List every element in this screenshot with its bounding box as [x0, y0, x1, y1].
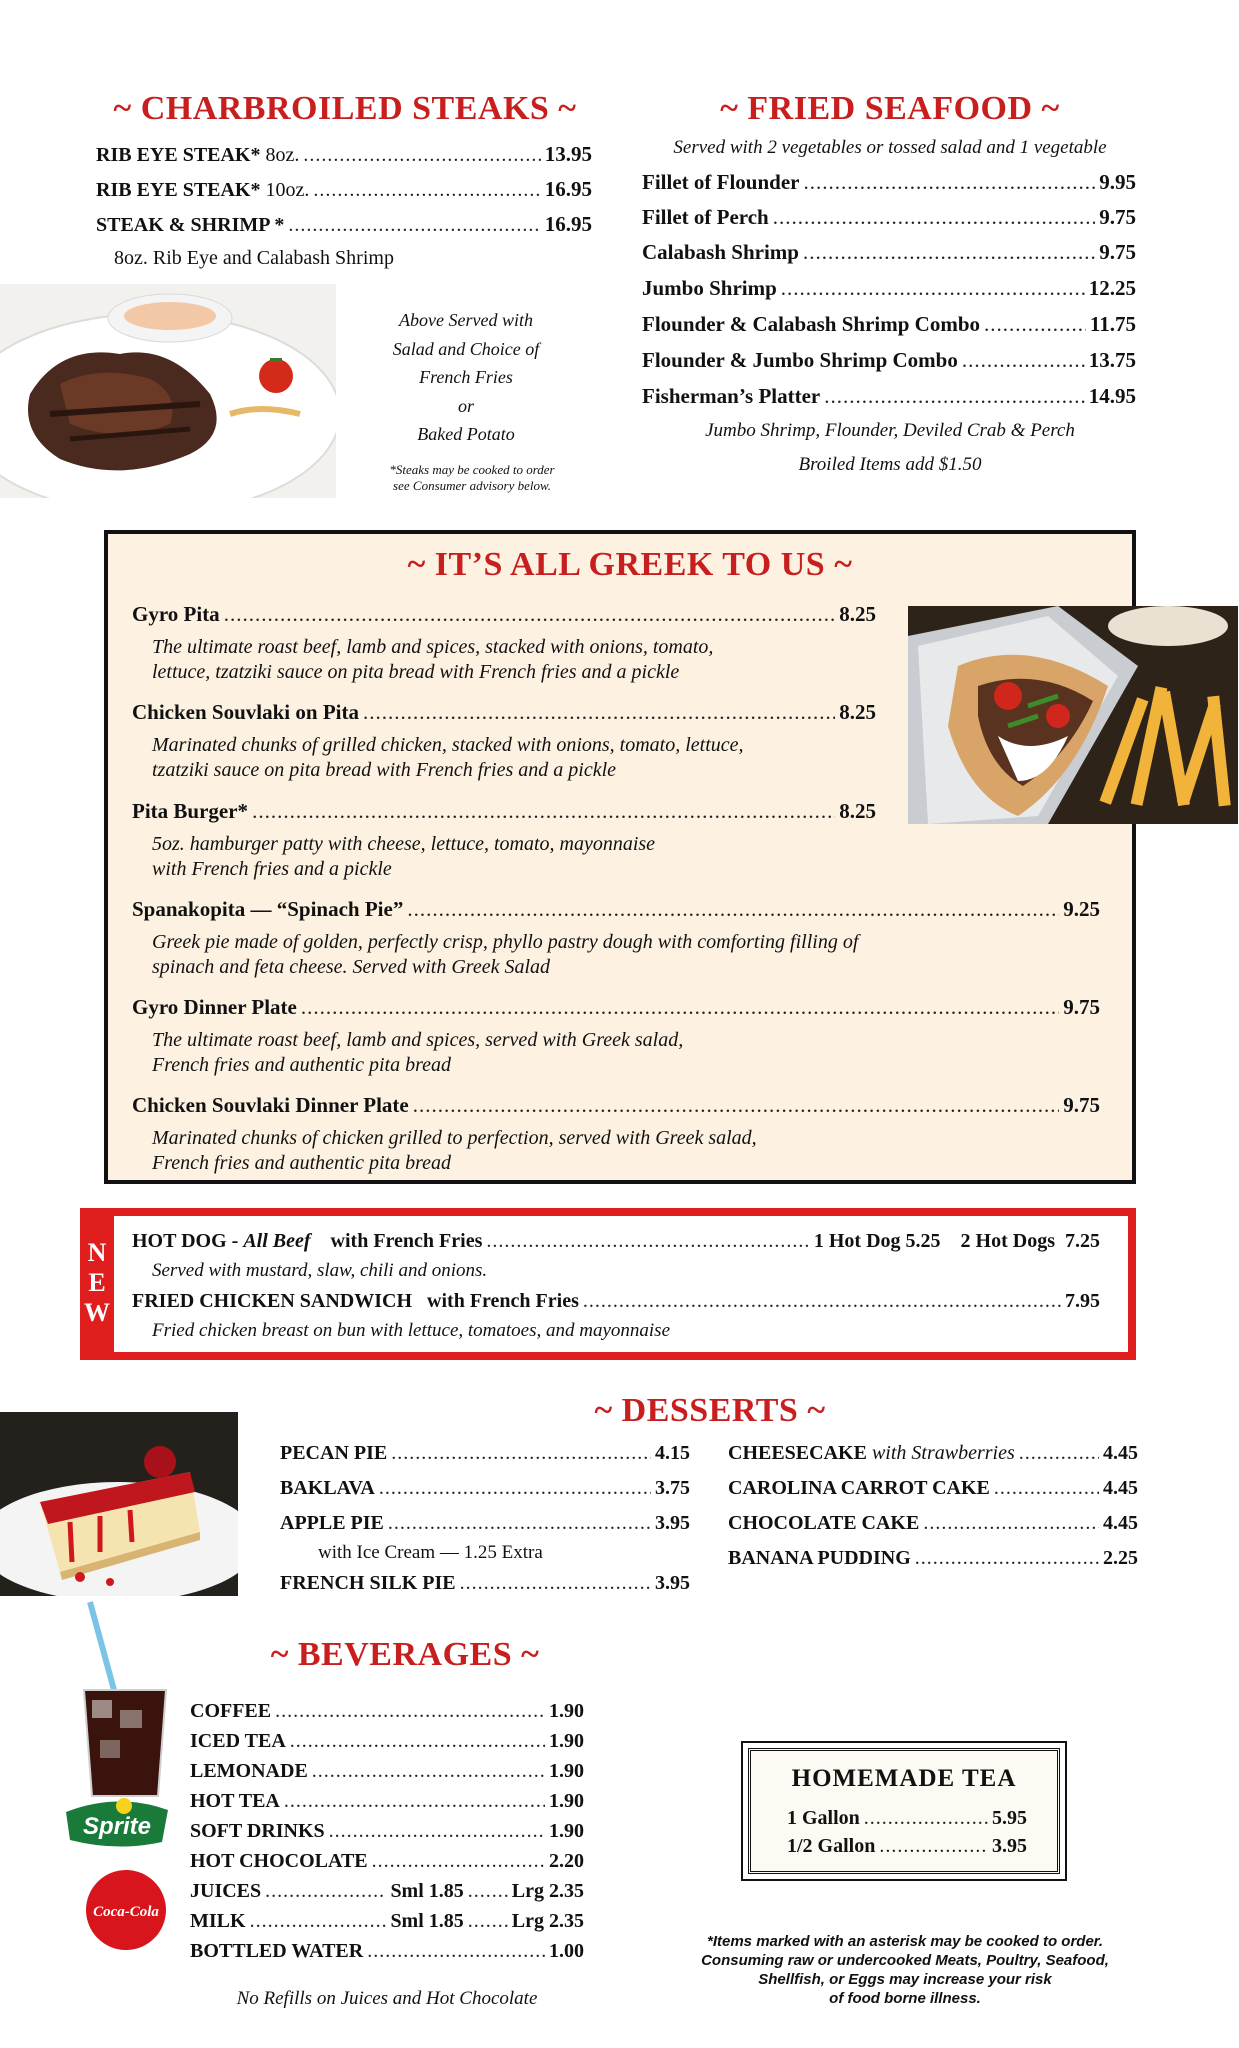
item-name: COFFEE [190, 1700, 272, 1722]
broiled-note: Broiled Items add $1.50 [798, 454, 982, 475]
item-price-small: Sml 1.85 [390, 1880, 464, 1902]
refill-note: No Refills on Juices and Hot Chocolate [236, 1988, 538, 2009]
menu-item-row [280, 1512, 690, 1535]
item-price: 13.95 [544, 142, 592, 166]
note-line: or [457, 395, 474, 416]
item-name: BANANA PUDDING [728, 1547, 911, 1569]
beverages-heading: ~ BEVERAGES ~ [270, 1636, 540, 1673]
item-name: PECAN PIE [280, 1442, 388, 1464]
item-name: Chicken Souvlaki Dinner Plate [132, 1093, 409, 1117]
item-description [152, 733, 744, 783]
menu-item-row [132, 700, 876, 725]
item-with: with French Fries [330, 1230, 483, 1252]
advisory-line: of food borne illness. [829, 1990, 981, 2007]
item-price: 3.95 [992, 1835, 1027, 1857]
desc-line: Greek pie made of golden, perfectly crisp, phyllo pastry dough with comforting filling of [152, 931, 859, 953]
leader-dots [923, 1512, 1099, 1535]
homemade-tea-box [748, 1748, 1060, 1874]
menu-item-row [728, 1547, 1138, 1570]
item-description [152, 832, 655, 882]
desc-line: Marinated chunks of chicken grilled to perfection, served with Greek salad, [152, 1127, 757, 1149]
menu-item-row [132, 897, 1100, 922]
menu-item-row [642, 276, 1136, 301]
leader-dots [407, 897, 1059, 922]
advisory-line: *Items marked with an asterisk may be cooked to order. [707, 1933, 1103, 1950]
item-name: Chicken Souvlaki on Pita [132, 700, 359, 724]
item-name: SOFT DRINKS [190, 1820, 325, 1842]
menu-item-row [132, 1093, 1100, 1118]
item-price: 8.25 [839, 602, 876, 626]
advisory-line: Shellfish, or Eggs may increase your risk [758, 1971, 1052, 1988]
desc-line: 5oz. hamburger patty with cheese, lettuce, tomato, mayonnaise [152, 833, 656, 855]
item-description: 8oz. Rib Eye and Calabash Shrimp [114, 247, 394, 269]
menu-item-row [96, 177, 592, 202]
desc-line: Marinated chunks of grilled chicken, stacked with onions, tomato, lettuce, [152, 734, 744, 756]
item-price: 12.25 [1088, 276, 1136, 300]
leader-dots [803, 240, 1095, 265]
item-name: BOTTLED WATER [190, 1940, 364, 1962]
item-name: LEMONADE [190, 1760, 308, 1782]
menu-item-row [190, 1910, 584, 1933]
item-price: 9.75 [1099, 205, 1136, 229]
new-letter: E [88, 1268, 106, 1297]
item-extra: with Strawberries [871, 1442, 1015, 1464]
item-with: with French Fries [427, 1290, 579, 1312]
item-name: Flounder & Calabash Shrimp Combo [642, 312, 981, 336]
menu-item-row [787, 1807, 1027, 1830]
leader-dots [773, 205, 1096, 230]
menu-item-row [132, 1290, 1100, 1313]
leader-dots [915, 1547, 1099, 1570]
greek-heading: ~ IT’S ALL GREEK TO US ~ [407, 546, 853, 583]
coca-cola-logo [84, 1868, 168, 1952]
new-letter: N [87, 1238, 107, 1267]
item-price: 16.95 [544, 177, 592, 201]
item-name: HOT TEA [190, 1790, 280, 1812]
leader-dots [962, 348, 1085, 373]
menu-item-row [642, 384, 1136, 409]
leader-dots [301, 995, 1059, 1020]
leader-dots [275, 1700, 545, 1723]
menu-item-row [190, 1730, 584, 1753]
leader-dots [413, 1093, 1060, 1118]
menu-item-row [787, 1835, 1027, 1858]
leader-dots [284, 1790, 545, 1813]
note-line: *Steaks may be cooked to order [389, 462, 555, 477]
menu-item-row [190, 1850, 584, 1873]
item-name: Pita Burger* [132, 799, 249, 823]
item-price: 2.25 [1103, 1547, 1138, 1569]
item-description: Fried chicken breast on bun with lettuce, tomatoes, and mayonnaise [152, 1320, 671, 1341]
menu-item-row [642, 170, 1136, 195]
sprite-logo [62, 1792, 172, 1852]
menu-item-row [132, 1230, 1100, 1253]
menu-item-row [728, 1512, 1138, 1535]
item-price: 16.95 [544, 212, 592, 236]
note-line: Salad and Choice of [392, 338, 540, 359]
item-price: 3.95 [655, 1512, 690, 1534]
item-name: 1 Gallon [787, 1807, 860, 1829]
leader-dots [313, 179, 540, 202]
item-description: Served with mustard, slaw, chili and onions. [152, 1260, 488, 1281]
item-description [152, 635, 713, 685]
sprite-logo-text: Sprite [82, 1813, 152, 1840]
leader-dots [781, 276, 1085, 301]
menu-item-row [96, 142, 592, 167]
menu-item-row [728, 1442, 1138, 1465]
steaks-heading: ~ CHARBROILED STEAKS ~ [113, 90, 577, 127]
item-price-small: Sml 1.85 [390, 1910, 464, 1932]
item-name: Spanakopita — “Spinach Pie” [132, 897, 404, 921]
menu-item-row [642, 240, 1136, 265]
leader-dots [824, 384, 1084, 409]
item-price: 1.90 [549, 1700, 584, 1722]
item-price: 3.95 [655, 1572, 690, 1594]
leader-dots [468, 1880, 508, 1903]
consumer-advisory [660, 1932, 1150, 2008]
item-name: HOT CHOCOLATE [190, 1850, 368, 1872]
leader-dots [288, 214, 540, 237]
item-name: 1/2 Gallon [787, 1835, 876, 1857]
leader-dots [460, 1572, 651, 1595]
item-name: APPLE PIE [280, 1512, 384, 1534]
leader-dots [879, 1835, 988, 1858]
leader-dots [984, 312, 1086, 337]
leader-dots [1019, 1442, 1099, 1465]
menu-item-row [728, 1477, 1138, 1500]
item-name: FRIED CHICKEN SANDWICH [132, 1290, 413, 1312]
item-price: 8.25 [839, 700, 876, 724]
leader-dots [372, 1850, 545, 1873]
item-size: 10oz. [265, 179, 310, 201]
leader-dots [468, 1910, 508, 1933]
item-name: CHEESECAKE [728, 1442, 867, 1464]
item-price: 9.25 [1063, 897, 1100, 921]
menu-item-row [190, 1790, 584, 1813]
item-description [152, 1028, 683, 1078]
item-name: Fillet of Flounder [642, 170, 800, 194]
leader-dots [379, 1477, 651, 1500]
leader-dots [290, 1730, 545, 1753]
gyro-photo [908, 606, 1238, 824]
item-name: FRENCH SILK PIE [280, 1572, 456, 1594]
leader-dots [224, 602, 836, 627]
item-price: 7.95 [1065, 1290, 1100, 1312]
item-name: MILK [190, 1910, 246, 1932]
note-line: French Fries [419, 367, 513, 387]
homemade-tea-title: HOMEMADE TEA [791, 1765, 1017, 1792]
desserts-heading: ~ DESSERTS ~ [594, 1392, 826, 1429]
item-name: STEAK & SHRIMP * [96, 214, 285, 236]
item-price: 8.25 [839, 799, 876, 823]
leader-dots [803, 170, 1095, 195]
item-price: 14.95 [1088, 384, 1136, 408]
item-price-large: Lrg 2.35 [511, 1910, 584, 1932]
item-name: HOT DOG - [132, 1230, 239, 1252]
desc-line: lettuce, tzatziki sauce on pita bread with French fries and a pickle [152, 661, 680, 683]
item-price-large: Lrg 2.35 [511, 1880, 584, 1902]
leader-dots [303, 144, 540, 167]
menu-item-row [642, 205, 1136, 230]
item-name-italic: All Beef [243, 1230, 311, 1252]
item-size: 8oz. [265, 144, 300, 166]
leader-dots [363, 700, 835, 725]
new-letter: W [84, 1298, 110, 1327]
item-name: JUICES [190, 1880, 262, 1902]
item-name: Gyro Dinner Plate [132, 995, 297, 1019]
menu-item-row [190, 1940, 584, 1963]
steak-photo [0, 284, 336, 498]
item-price: 5.95 [992, 1807, 1027, 1829]
item-price: 4.15 [655, 1442, 690, 1464]
item-name: Gyro Pita [132, 602, 220, 626]
seafood-subtitle: Served with 2 vegetables or tossed salad and 1 vegetable [673, 137, 1107, 158]
desc-line: French fries and authentic pita bread [152, 1054, 452, 1076]
served-with-note [356, 306, 576, 449]
item-name: Fisherman’s Platter [642, 384, 821, 408]
apple-pie-note: with Ice Cream — 1.25 Extra [318, 1542, 543, 1563]
cola-glass-photo [70, 1600, 180, 1800]
note-line: see Consumer advisory below. [393, 478, 551, 493]
item-name: BAKLAVA [280, 1477, 375, 1499]
item-price: 7.25 [1065, 1230, 1100, 1252]
item-name: Flounder & Jumbo Shrimp Combo [642, 348, 958, 372]
leader-dots [994, 1477, 1099, 1500]
item-name: Calabash Shrimp [642, 240, 799, 264]
leader-dots [312, 1760, 545, 1783]
desc-line: The ultimate roast beef, lamb and spices, stacked with onions, tomato, [152, 636, 714, 658]
coca-cola-logo-text: Coca-Cola [93, 1904, 159, 1920]
seafood-heading: ~ FRIED SEAFOOD ~ [720, 90, 1060, 127]
desc-line: tzatziki sauce on pita bread with French fries and a pickle [152, 759, 617, 781]
item-name: Fillet of Perch [642, 205, 769, 229]
menu-item-row [190, 1700, 584, 1723]
item-price: 1.00 [549, 1940, 584, 1962]
item-price: 9.75 [1063, 995, 1100, 1019]
item-name: CAROLINA CARROT CAKE [728, 1477, 990, 1499]
menu-item-row [132, 602, 876, 627]
menu-item-row [190, 1880, 584, 1903]
leader-dots [329, 1820, 545, 1843]
leader-dots [486, 1230, 810, 1253]
item-price: 2 Hot Dogs [960, 1230, 1055, 1252]
item-name: RIB EYE STEAK* [96, 144, 261, 166]
menu-item-row [280, 1442, 690, 1465]
desc-line: spinach and feta cheese. Served with Greek Salad [152, 956, 551, 978]
menu-item-row [132, 799, 876, 824]
item-price: 1.90 [549, 1730, 584, 1752]
platter-description: Jumbo Shrimp, Flounder, Deviled Crab & Perch [705, 420, 1075, 441]
menu-item-row [96, 212, 592, 237]
item-name: ICED TEA [190, 1730, 286, 1752]
item-price: 4.45 [1103, 1512, 1138, 1534]
note-line: Baked Potato [417, 424, 515, 444]
menu-item-row [190, 1820, 584, 1843]
menu-item-row [280, 1477, 690, 1500]
cheesecake-photo [0, 1412, 238, 1596]
menu-item-row [132, 995, 1100, 1020]
item-price: 3.75 [655, 1477, 690, 1499]
item-price: 1 Hot Dog 5.25 [813, 1230, 941, 1252]
item-name: CHOCOLATE CAKE [728, 1512, 920, 1534]
leader-dots [391, 1442, 651, 1465]
leader-dots [265, 1880, 386, 1903]
leader-dots [583, 1290, 1061, 1313]
menu-item-row [280, 1572, 690, 1595]
item-price: 1.90 [549, 1790, 584, 1812]
item-price: 4.45 [1103, 1477, 1138, 1499]
item-description [152, 1126, 757, 1176]
leader-dots [864, 1807, 988, 1830]
menu-item-row [642, 312, 1136, 337]
desc-line: French fries and authentic pita bread [152, 1152, 452, 1174]
desc-line: The ultimate roast beef, lamb and spices, served with Greek salad, [152, 1029, 684, 1051]
item-price: 1.90 [549, 1820, 584, 1842]
desc-line: with French fries and a pickle [152, 858, 392, 880]
item-price: 9.75 [1063, 1093, 1100, 1117]
note-line: Above Served with [399, 310, 533, 330]
item-name: Jumbo Shrimp [642, 276, 777, 300]
menu-item-row [642, 348, 1136, 373]
item-price: 9.95 [1099, 170, 1136, 194]
leader-dots [252, 799, 835, 824]
item-price: 13.75 [1088, 348, 1136, 372]
item-price: 9.75 [1099, 240, 1136, 264]
steaks-advisory-note [356, 462, 588, 494]
leader-dots [388, 1512, 651, 1535]
item-price: 4.45 [1103, 1442, 1138, 1464]
leader-dots [367, 1940, 545, 1963]
item-price: 2.20 [549, 1850, 584, 1872]
item-price: 1.90 [549, 1760, 584, 1782]
item-description [152, 930, 858, 980]
item-price: 11.75 [1089, 312, 1136, 336]
advisory-line: Consuming raw or undercooked Meats, Poultry, Seafood, [701, 1952, 1109, 1969]
leader-dots [250, 1910, 387, 1933]
menu-item-row [190, 1760, 584, 1783]
item-name: RIB EYE STEAK* [96, 179, 261, 201]
